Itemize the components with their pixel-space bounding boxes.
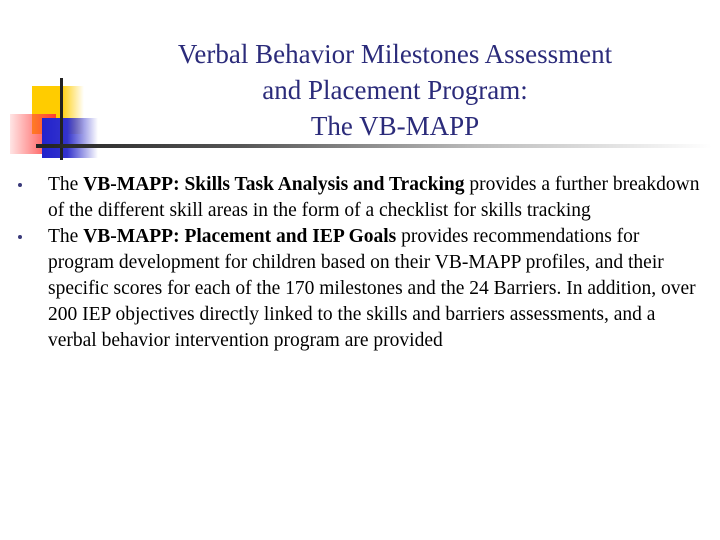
bullet-item [0,172,720,224]
bullet-prefix: The [48,226,84,247]
bullet-list [0,172,720,354]
bullet-text: provides recommendations for program development for children based on their VB-MAPP profiles, and their specific scores for each of the 170 milestones and the 24 Barriers. In addition, over 200 IEP objectives directly linked to the skills and barriers assessments, and a verbal behavior intervention program are provided [48,226,696,351]
title-underline-divider [36,144,712,148]
bullet-item [0,224,720,354]
bullet-prefix: The [48,174,84,195]
bullet-text: provides a further breakdown of the different skill areas in the form of a checklist for skills tracking [48,174,700,221]
bullet-dot-icon [18,183,22,187]
slide-title [110,36,680,144]
bullet-bold-title: VB-MAPP: Placement and IEP Goals [83,226,397,247]
title-line-3: The VB-MAPP [310,111,480,141]
bullet-dot-icon [18,235,22,239]
bullet-bold-title: VB-MAPP: Skills Task Analysis and Tracking [83,174,465,195]
title-line-2: and Placement Program: [262,75,528,105]
title-line-1: Verbal Behavior Milestones Assessment [177,39,613,69]
blue-square-icon [42,118,98,158]
